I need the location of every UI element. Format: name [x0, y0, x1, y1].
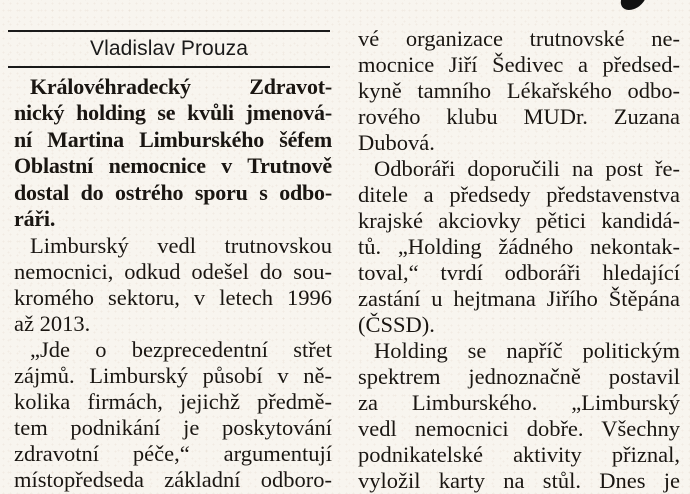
lead-line: dostal do ostrého sporu s odbo- [14, 180, 332, 205]
body-line: zájmů. Limburský působí v ně- [14, 363, 332, 388]
body-line: vé organizace trutnovské ne- [358, 26, 680, 51]
byline-rule-top [8, 30, 330, 32]
body-line: vyložil karty na stůl. Dnes je [358, 468, 680, 493]
lead-line: Oblastní nemocnice v Trutnově [14, 153, 332, 178]
body-line: ditele a předsedy představenstva [358, 182, 680, 207]
body-line: „Jde o bezprecedentní střet [30, 337, 332, 362]
lead-line: ráři. [14, 206, 56, 231]
body-line: spektrem jednoznačně postavil [358, 364, 680, 389]
body-line: kyně tamního Lékařského odbo- [358, 78, 680, 103]
body-line: toval,“ tvrdí odboráři hledající [358, 260, 680, 285]
body-line: zastání u hejtmana Jiřího Štěpána [358, 286, 680, 311]
body-line: mocnice Jiří Šedivec a předsed- [358, 52, 680, 77]
lead-line: Královéhradecký Zdravot- [30, 74, 332, 99]
byline: Vladislav Prouza [89, 37, 248, 60]
body-line: krajské akciovky pětici kandidá- [358, 208, 680, 233]
body-line: až 2013. [14, 311, 91, 336]
byline-rule-bottom [8, 66, 330, 68]
body-line: Odboráři doporučili na post ře- [374, 156, 680, 181]
body-line: Limburský vedl trutnovskou [30, 233, 332, 258]
body-line: nemocnici, odkud odešel do sou- [14, 259, 332, 284]
body-line: kolika firmách, jejichž předmě- [14, 389, 332, 414]
body-line: za Limburského. „Limburský [358, 390, 680, 415]
body-line: (ČSSD). [358, 312, 435, 337]
body-line: Dubová. [358, 130, 435, 155]
body-line: zdravotní péče,“ argumentují [14, 441, 332, 466]
body-line: podnikatelské aktivity přiznal, [358, 442, 680, 467]
body-line: kromého sektoru, v letech 1996 [14, 285, 332, 310]
decorative-glyph-fragment [618, 0, 650, 10]
body-line: vedl nemocnici dobře. Všechny [358, 416, 680, 441]
body-line: rového klubu MUDr. Zuzana [358, 104, 680, 129]
body-line: Holding se napříč politickým [374, 338, 680, 363]
body-line: tů. „Holding žádného nekontak- [358, 234, 680, 259]
lead-line: ní Martina Limburského šéfem [14, 127, 332, 152]
body-line: místopředseda základní odboro- [14, 467, 332, 492]
lead-line: nický holding se kvůli jmenová- [14, 100, 332, 125]
body-line: tem podnikání je poskytování [14, 415, 332, 440]
